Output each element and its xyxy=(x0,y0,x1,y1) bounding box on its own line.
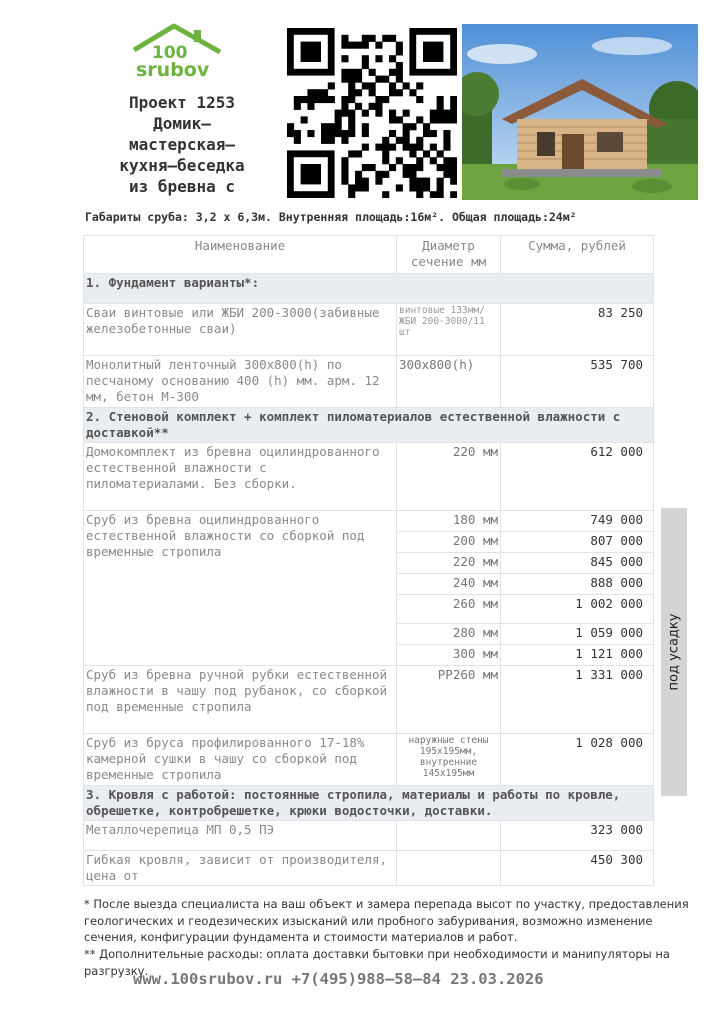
logo-wordmark: srubov xyxy=(136,59,210,80)
section-roof xyxy=(84,786,654,821)
side-label-text: под усадку xyxy=(666,613,682,691)
row-sum: 323 000 xyxy=(501,821,654,851)
title-line: Домик– xyxy=(153,114,211,133)
dimensions-line: Габариты сруба: 3,2 х 6,3м. Внутренняя площадь:16м². Общая площадь:24м² xyxy=(85,210,577,224)
row-name: Сваи винтовые или ЖБИ 200-3000(забивные железобетонные сваи) xyxy=(84,304,397,356)
table-header-row xyxy=(84,236,654,274)
row-sum: 807 000 xyxy=(501,532,654,553)
row-diameter: 180 мм xyxy=(397,511,501,532)
table-row xyxy=(84,851,654,886)
section-title: 1. Фундамент варианты*: xyxy=(84,274,654,304)
logo-number: 100 xyxy=(152,43,188,63)
row-sum: 845 000 xyxy=(501,553,654,574)
row-sum: 1 121 000 xyxy=(501,645,654,666)
row-diameter: 300х800(h) xyxy=(397,356,501,408)
footnote-2: ** Дополнительные расходы: оплата доставки бытовки при необходимости и манипуляторы на разгрузку. xyxy=(84,947,670,978)
title-line: из бревна с xyxy=(129,177,235,196)
row-sum: 450 300 xyxy=(501,851,654,886)
row-name: Монолитный ленточный 300х800(h) по песчаному основанию 400 (h) мм. арм. 12 мм, бетон М-300 xyxy=(84,356,397,408)
section-foundation xyxy=(84,274,654,304)
house-photo xyxy=(462,24,698,200)
table-row xyxy=(84,666,654,734)
row-name: Сруб из бревна ручной рубки естественной влажности в чашу под рубанок, со сборкой под временные стропила xyxy=(84,666,397,734)
title-line: мастерская– xyxy=(129,135,235,154)
header-sum: Сумма, рублей xyxy=(501,236,654,274)
row-name: Сруб из бруса профилированного 17-18% камерной сушки в чашу со сборкой под временные стропила xyxy=(84,734,397,786)
row-sum: 888 000 xyxy=(501,574,654,595)
table-row xyxy=(84,443,654,511)
table-row xyxy=(84,734,654,786)
shrinkage-side-label xyxy=(661,508,687,796)
section-walls xyxy=(84,408,654,443)
row-name: Металлочерепица МП 0,5 ПЭ xyxy=(84,821,397,851)
row-diameter: 260 мм xyxy=(397,595,501,624)
row-sum: 1 002 000 xyxy=(501,595,654,624)
row-diameter: винтовые 133мм/ЖБИ 200-3000/11 шт xyxy=(397,304,501,356)
row-sum: 612 000 xyxy=(501,443,654,511)
table-row xyxy=(84,511,654,532)
header-diameter: Диаметр сечение мм xyxy=(397,236,501,274)
company-logo xyxy=(130,22,225,80)
row-diameter: 300 мм xyxy=(397,645,501,666)
title-line: Проект 1253 xyxy=(129,93,235,112)
section-title: 2. Стеновой комплект + комплект пиломатериалов естественной влажности с доставкой** xyxy=(84,408,654,443)
row-sum: 535 700 xyxy=(501,356,654,408)
row-name: Сруб из бревна оцилиндрованного естественной влажности со сборкой под временные стропила xyxy=(84,511,397,666)
project-title xyxy=(92,92,272,197)
row-diameter: 200 мм xyxy=(397,532,501,553)
qr-code[interactable] xyxy=(287,28,457,198)
row-diameter: наружные стены 195х195мм, внутренние 145х195мм xyxy=(397,734,501,786)
row-sum: 1 028 000 xyxy=(501,734,654,786)
price-table xyxy=(83,235,654,886)
row-diameter: 220 мм xyxy=(397,443,501,511)
header-name: Наименование xyxy=(84,236,397,274)
row-diameter xyxy=(397,851,501,886)
row-sum: 1 059 000 xyxy=(501,624,654,645)
section-title: 3. Кровля с работой: постоянные стропила, материалы и работы по кровле, обрешетке, контробрешетке, крюки водосточки, доставки. xyxy=(84,786,654,821)
row-diameter: 280 мм xyxy=(397,624,501,645)
table-row xyxy=(84,304,654,356)
footnote-1: * После выезда специалиста на ваш объект и замера перепада высот по участку, предоставления геологических и геодезических изысканий или пробного забуривания, возможно изменение сечения, конфигурации фундамента и стоимости материалов и работ. xyxy=(84,897,689,944)
table-row xyxy=(84,821,654,851)
row-diameter xyxy=(397,821,501,851)
table-row xyxy=(84,356,654,408)
row-diameter: РР260 мм xyxy=(397,666,501,734)
row-name: Гибкая кровля, зависит от производителя, цена от xyxy=(84,851,397,886)
row-sum: 749 000 xyxy=(501,511,654,532)
row-sum: 1 331 000 xyxy=(501,666,654,734)
row-diameter: 220 мм xyxy=(397,553,501,574)
row-name: Домокомплект из бревна оцилиндрованного естественной влажности с пиломатериалами. Без сборки. xyxy=(84,443,397,511)
row-diameter: 240 мм xyxy=(397,574,501,595)
title-line: кухня–беседка xyxy=(119,156,245,175)
footer-contacts[interactable]: www.100srubov.ru +7(495)988–58–84 23.03.2026 xyxy=(133,970,544,988)
row-sum: 83 250 xyxy=(501,304,654,356)
